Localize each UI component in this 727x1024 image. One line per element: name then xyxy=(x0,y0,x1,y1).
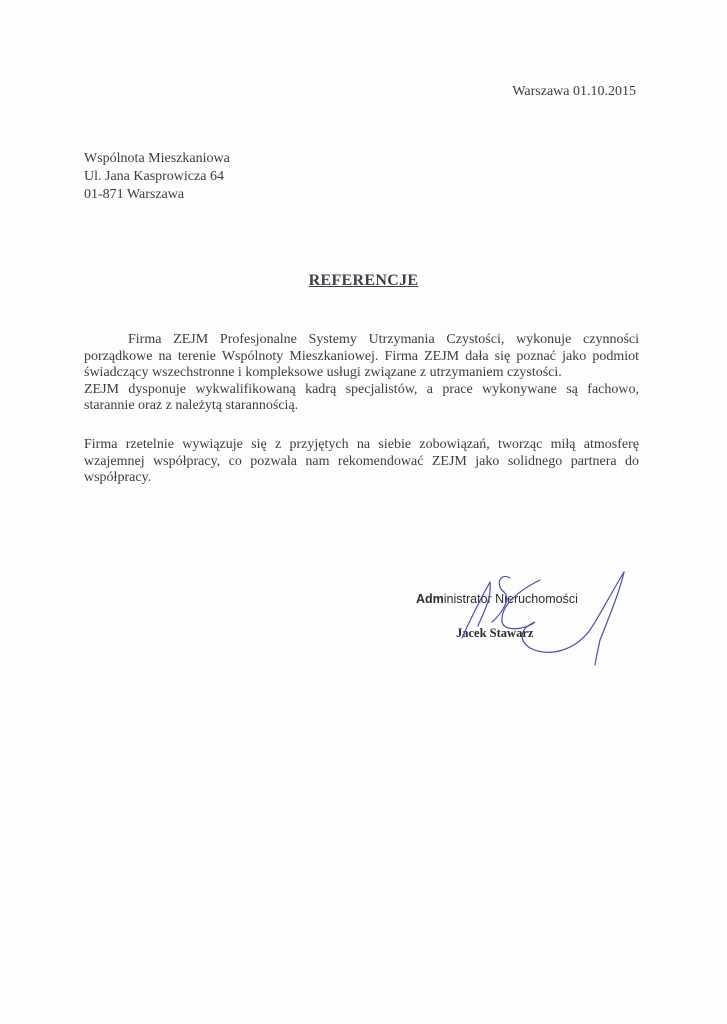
recipient-line-3: 01-871 Warszawa xyxy=(84,187,185,202)
handwritten-signature-icon xyxy=(400,560,640,670)
paragraph-1-text: Firma ZEJM Profesjonalne Systemy Utrzymania Czystości, wykonuje czynności porządkowe na terenie Wspólnoty Mieszkaniowej. Firma ZEJM dała się poznać jako podmiot świadczący wszechstronne i kompleksowe usługi związane z utrzymaniem czystości. xyxy=(84,332,639,380)
body-paragraph-1 xyxy=(84,332,639,415)
place-date: Warszawa 01.10.2015 xyxy=(512,84,636,99)
body-paragraph-2 xyxy=(84,437,639,487)
signatory-name: Jacek Stawarz xyxy=(456,626,534,640)
signatory-role-bold: Adm xyxy=(416,592,444,606)
recipient-address xyxy=(84,150,230,204)
recipient-line-2: Ul. Jana Kasprowicza 64 xyxy=(84,169,224,184)
paragraph-2-text: Firma rzetelnie wywiązuje się z przyjętych na siebie zobowiązań, tworząc miłą atmosferę wzajemnej współpracy, co pozwala nam rekomendować ZEJM jako solidnego partnera do współpracy. xyxy=(84,437,639,485)
paragraph-1-continuation: ZEJM dysponuje wykwalifikowaną kadrą specjalistów, a prace wykonywane są fachowo, starannie oraz z należytą starannością. xyxy=(84,381,639,413)
recipient-line-1: Wspólnota Mieszkaniowa xyxy=(84,151,230,166)
signatory-role-rest: inistrator Nieruchomości xyxy=(443,592,578,606)
document-title: REFERENCJE xyxy=(308,272,419,289)
